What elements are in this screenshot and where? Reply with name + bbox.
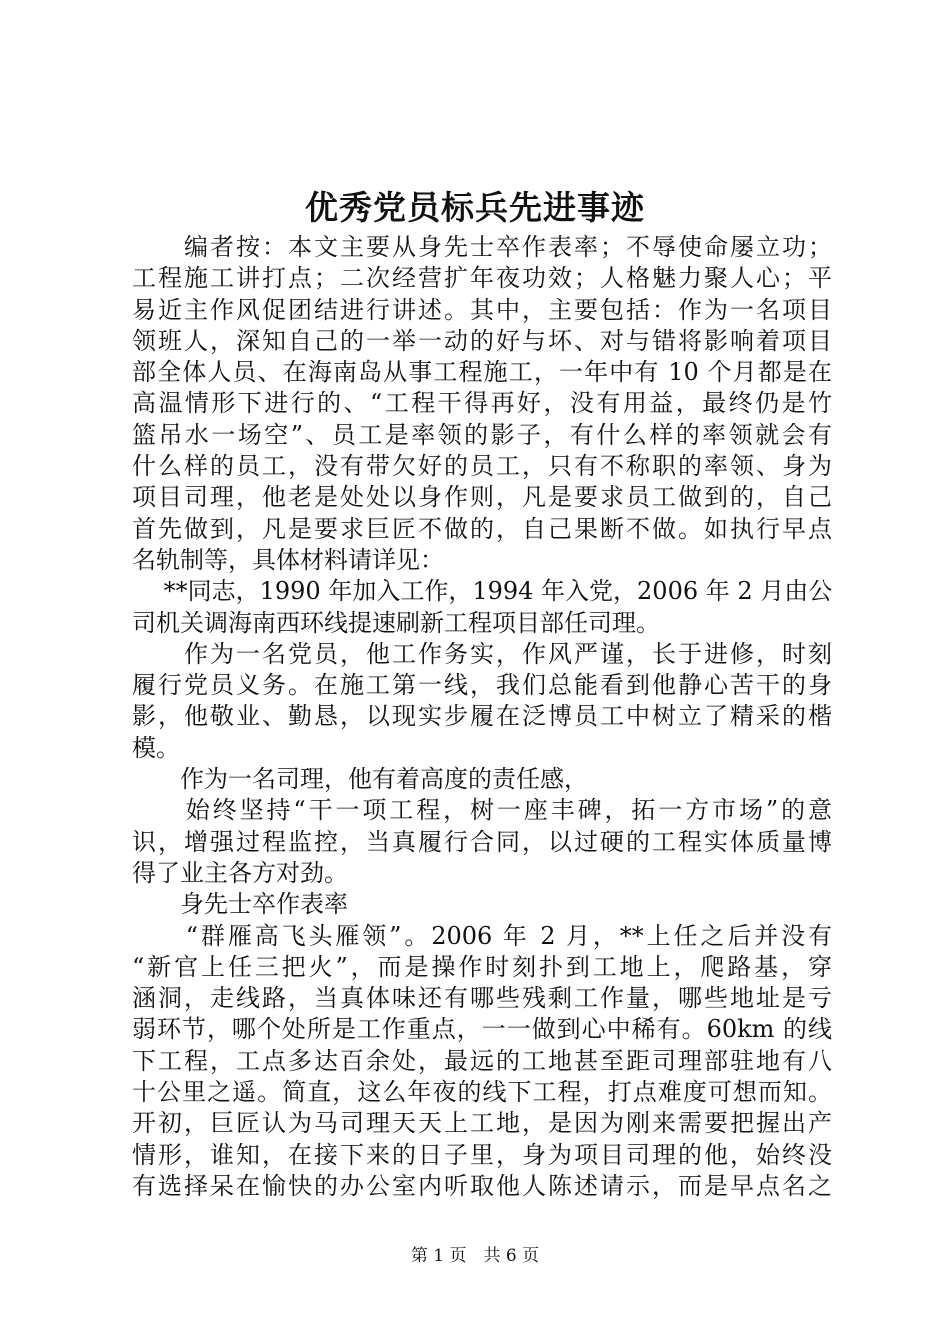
text-line: 领班人，深知自己的一举一动的好与坏、对与错将影响着项目 <box>132 326 832 355</box>
text-line: 始终坚持“干一项工程，树一座丰碑，拓一方市场”的意 <box>132 796 832 825</box>
text-line: 编者按：本文主要从身先士卒作表率；不辱使命屡立功； <box>132 233 832 261</box>
text-line: 身先士卒作表率 <box>132 890 348 919</box>
text-line: 项目司理，他老是处处以身作则，凡是要求员工做到的，自己 <box>132 483 832 512</box>
text-line: 识，增强过程监控，当真履行合同，以过硬的工程实体质量博 <box>132 827 832 856</box>
text-line: 履行党员义务。在施工第一线，我们总能看到他静心苦干的身 <box>132 671 832 700</box>
text-line: 有选择呆在愉快的办公室内听取他人陈述请示，而是早点名之 <box>132 1171 832 1200</box>
text-line: “群雁高飞头雁领”。2006 年 2 月，**上任之后并没有 <box>132 921 832 950</box>
text-line: 什么样的员工，没有带欠好的员工，只有不称职的率领、身为 <box>132 452 832 481</box>
text-line: 首先做到，凡是要求巨匠不做的，自己果断不做。如执行早点 <box>132 514 832 543</box>
text-line: 司机关调海南西环线提速刷新工程项目部任司理。 <box>132 608 660 637</box>
text-line: 影，他敬业、勤恳，以现实步履在泛博员工中树立了精采的楷 <box>132 702 832 731</box>
text-line: 工程施工讲打点；二次经营扩年夜功效；人格魅力聚人心；平 <box>132 264 832 293</box>
text-line: 十公里之遥。简直，这么年夜的线下工程，打点难度可想而知。 <box>132 1078 832 1107</box>
text-line: 涵洞，走线路，当真体味还有哪些残剩工作量，哪些地址是亏 <box>132 984 832 1013</box>
text-line: “新官上任三把火”，而是操作时刻扑到工地上，爬路基，穿 <box>132 952 832 981</box>
text-line: 模。 <box>132 733 180 762</box>
text-line: 部全体人员、在海南岛从事工程施工，一年中有 10 个月都是在 <box>132 358 832 387</box>
text-line: 作为一名司理，他有着高度的责任感， <box>132 765 588 794</box>
text-line: 篮吊水一场空”、员工是率领的影子，有什么样的率领就会有 <box>132 420 832 449</box>
text-line: 得了业主各方对劲。 <box>132 858 348 887</box>
document-title: 优秀党员标兵先进事迹 <box>305 188 645 227</box>
page-footer: 第 1 页 共 6 页 <box>410 1246 540 1266</box>
text-line: 作为一名党员，他工作务实，作风严谨，长于进修，时刻 <box>132 639 832 668</box>
text-line: 高温情形下进行的、“工程干得再好，没有用益，最终仍是竹 <box>132 389 832 418</box>
text-line: 弱环节，哪个处所是工作重点，一一做到心中稀有。60km 的线 <box>132 1015 832 1044</box>
text-line: 开初，巨匠认为马司理天天上工地，是因为刚来需要把握出产 <box>132 1109 832 1138</box>
text-line: 情形，谁知，在接下来的日子里，身为项目司理的他，始终没 <box>132 1140 832 1169</box>
text-line: 易近主作风促团结进行讲述。其中，主要包括：作为一名项目 <box>132 295 832 324</box>
text-line: 名轨制等，具体材料请详见： <box>132 545 444 574</box>
document-body <box>132 232 832 1202</box>
text-line: **同志，1990 年加入工作，1994 年入党，2006 年 2 月由公 <box>132 577 833 606</box>
text-line: 下工程，工点多达百余处，最远的工地甚至距司理部驻地有八 <box>132 1046 832 1075</box>
